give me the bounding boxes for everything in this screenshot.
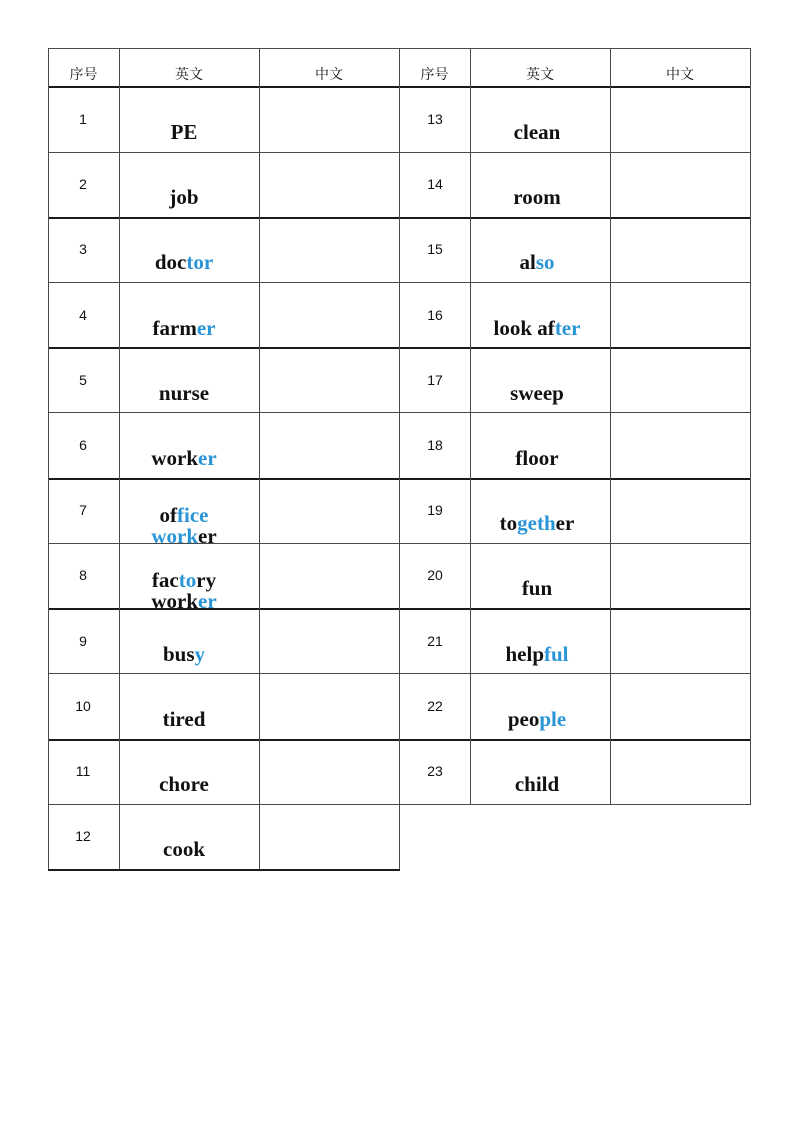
word-segment: ful (544, 641, 569, 666)
word-segment: ple (539, 706, 567, 731)
row-number: 12 (75, 828, 91, 845)
english-word (467, 250, 607, 275)
word-segment: clean (513, 120, 561, 144)
english-word (467, 446, 607, 471)
row-number: 1 (79, 111, 87, 127)
english-word (467, 576, 607, 601)
word-segment: doc (154, 250, 187, 275)
header-index-right: 序号 (420, 67, 449, 83)
row-number: 22 (427, 697, 443, 714)
english-word (467, 707, 607, 732)
word-segment: of (159, 503, 177, 528)
word-segment: nurse (158, 380, 210, 405)
header-english-right: 英文 (526, 67, 554, 83)
english-word (114, 250, 254, 275)
word-segment: er (198, 589, 217, 614)
word-segment: er (198, 524, 217, 549)
row-number: 2 (79, 176, 87, 193)
row-number: 23 (427, 763, 443, 779)
english-word (467, 185, 607, 210)
english-word (467, 120, 607, 145)
row-number: 10 (75, 697, 91, 714)
row-number: 15 (427, 241, 443, 258)
row-number: 11 (75, 763, 91, 779)
word-segment: work (151, 524, 198, 549)
header-chinese-right: 中文 (666, 67, 694, 83)
word-segment: cook (163, 837, 205, 862)
word-segment: sweep (510, 380, 564, 405)
row-number: 19 (427, 502, 443, 519)
row-number: 13 (427, 111, 443, 127)
word-segment: so (535, 250, 555, 275)
english-word (114, 381, 254, 406)
english-word (467, 316, 607, 341)
header-chinese-left: 中文 (315, 67, 343, 83)
row-number: 16 (427, 306, 443, 323)
english-word (467, 772, 607, 797)
word-segment: fice (177, 503, 209, 528)
header-index-left: 序号 (69, 67, 98, 83)
english-word (114, 505, 254, 547)
english-word (467, 511, 607, 536)
row-number: 18 (427, 437, 443, 453)
english-word (114, 570, 254, 612)
word-segment: geth (517, 511, 556, 536)
row-number: 7 (79, 502, 87, 519)
word-segment: er (198, 446, 217, 470)
word-segment: ry (196, 568, 217, 593)
word-segment: work (151, 589, 198, 614)
english-word (114, 837, 254, 862)
word-segment: farm (152, 315, 197, 340)
row-number: 14 (427, 176, 443, 193)
word-segment: bus (162, 641, 195, 666)
row-number: 6 (79, 437, 87, 453)
row-number: 21 (427, 632, 443, 649)
word-segment: child (514, 772, 560, 796)
row-number: 4 (79, 306, 87, 323)
word-segment: look af (493, 315, 555, 340)
english-word (467, 381, 607, 406)
word-segment: work (151, 446, 198, 470)
english-word (114, 120, 254, 145)
word-segment: chore (159, 772, 209, 796)
english-word (114, 707, 254, 732)
english-word (114, 316, 254, 341)
word-segment: help (505, 641, 544, 666)
word-segment: peo (507, 706, 540, 731)
word-segment: floor (515, 446, 559, 470)
word-segment: y (194, 641, 206, 666)
english-word (467, 642, 607, 667)
header-english-left: 英文 (175, 67, 203, 83)
english-word (114, 642, 254, 667)
word-segment: tor (186, 250, 214, 275)
english-word (114, 446, 254, 471)
word-segment: to (178, 568, 197, 593)
word-segment: ter (554, 315, 581, 340)
row-number: 17 (427, 371, 443, 388)
word-segment: er (196, 315, 216, 340)
word-segment: room (513, 185, 561, 210)
word-segment: PE (170, 120, 198, 144)
word-segment: er (555, 511, 575, 536)
word-segment: fac (151, 568, 179, 593)
english-word (114, 772, 254, 797)
english-word (114, 185, 254, 210)
row-number: 9 (79, 632, 87, 649)
row-number: 20 (427, 567, 443, 584)
row-number: 8 (79, 567, 87, 584)
row-number: 3 (79, 241, 87, 258)
word-segment: job (169, 185, 199, 210)
word-segment: tired (162, 706, 206, 731)
row-number: 5 (79, 371, 87, 388)
word-segment: fun (521, 576, 553, 601)
word-segment: to (499, 511, 518, 536)
word-segment: al (519, 250, 536, 275)
